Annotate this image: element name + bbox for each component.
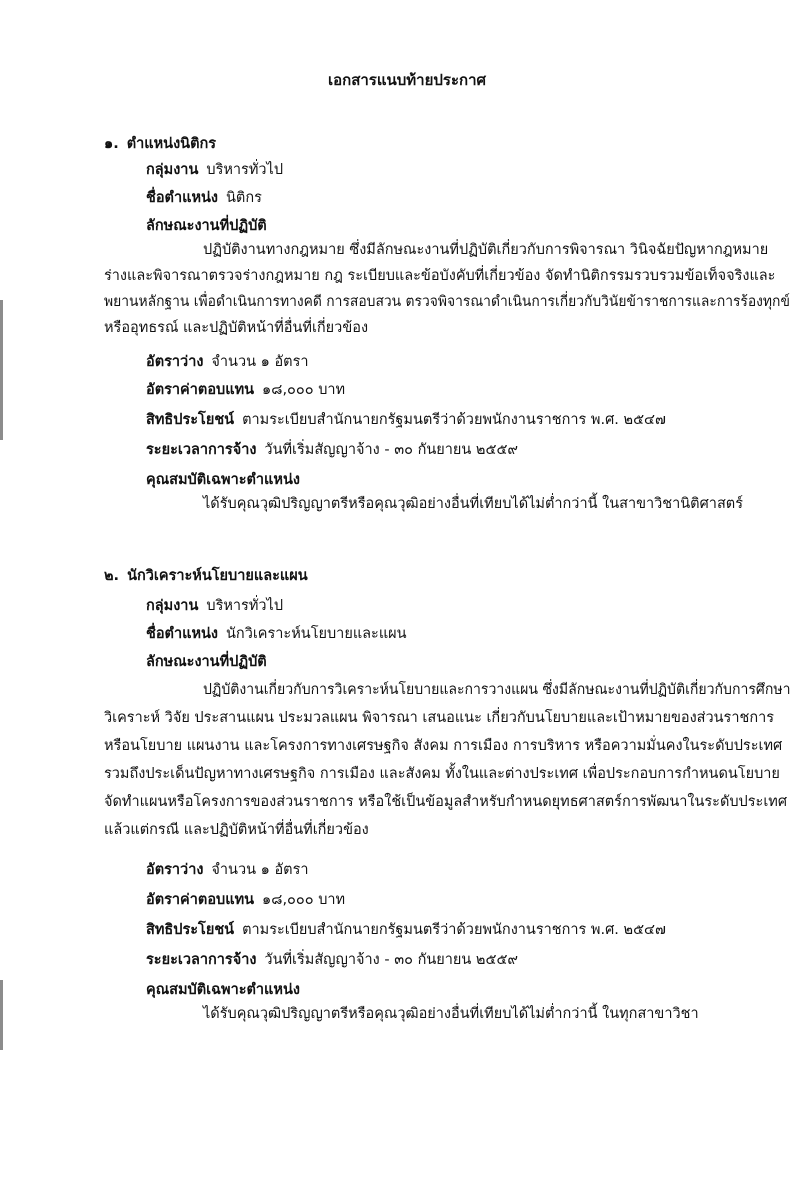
scan-edge-mark: [0, 300, 3, 440]
field-label: ชื่อตำแหน่ง: [146, 190, 219, 206]
field-group: [146, 596, 283, 616]
field-value: ตามระเบียบสำนักนายกรัฐมนตรีว่าด้วยพนักงานราชการ พ.ศ. ๒๕๔๗: [242, 412, 666, 428]
duties-line: ปฏิบัติงานเกี่ยวกับการวิเคราะห์นโยบายและการวางแผน ซึ่งมีลักษณะงานที่ปฏิบัติเกี่ยวกับการศึกษา: [203, 682, 791, 698]
field-value: นักวิเคราะห์นโยบายและแผน: [226, 626, 407, 642]
scan-edge-mark: [0, 980, 3, 1050]
field-label: กลุ่มงาน: [146, 162, 199, 178]
duties-line: ร่างและพิจารณาตรวจร่างกฎหมาย กฎ ระเบียบและข้อบังคับที่เกี่ยวข้อง จัดทำนิติกรรมรวบรวมข้อเท็จจริงและ: [104, 268, 776, 284]
field-label: สิทธิประโยชน์: [146, 922, 235, 938]
field-value: จำนวน ๑ อัตรา: [211, 862, 309, 878]
section-title: ตำแหน่งนิติกร: [126, 136, 217, 152]
field-period: [146, 440, 518, 460]
section-title: นักวิเคราะห์นโยบายและแผน: [127, 568, 308, 584]
duties-line: รวมถึงประเด็นปัญหาทางเศรษฐกิจ การเมือง และสังคม ทั้งในและต่างประเทศ เพื่อประกอบการกำหนดนโยบาย: [104, 766, 780, 782]
section-number: ๑.: [104, 136, 119, 152]
field-value: ตามระเบียบสำนักนายกรัฐมนตรีว่าด้วยพนักงานราชการ พ.ศ. ๒๕๔๗: [242, 922, 666, 938]
field-group: [146, 160, 283, 180]
field-position: [146, 188, 262, 208]
field-value: นิติกร: [226, 190, 262, 206]
field-label: กลุ่มงาน: [146, 598, 199, 614]
field-label: ระยะเวลาการจ้าง: [146, 442, 257, 458]
field-label: อัตราว่าง: [146, 862, 204, 878]
section-number: ๒.: [104, 568, 120, 584]
field-value: วันที่เริ่มสัญญาจ้าง - ๓๐ กันยายน ๒๕๕๙: [264, 952, 519, 968]
duties-line: วิเคราะห์ วิจัย ประสานแผน ประมวลแผน พิจารณา เสนอแนะ เกี่ยวกับนโยบายและเป้าหมายของส่วนราชการ: [104, 710, 775, 726]
duties-line: หรือนโยบาย แผนงาน และโครงการทางเศรษฐกิจ สังคม การเมือง การบริหาร หรือความมั่นคงในระดับประเทศ: [104, 738, 783, 754]
field-value: บริหารทั่วไป: [206, 598, 284, 614]
field-label: ชื่อตำแหน่ง: [146, 626, 219, 642]
duties-line: พยานหลักฐาน เพื่อดำเนินการทางคดี การสอบสวน ตรวจพิจารณาดำเนินการเกี่ยวกับวินัยข้าราชการและการร้องทุกข์: [104, 294, 790, 310]
duties-line: หรืออุทธรณ์ และปฏิบัติหน้าที่อื่นที่เกี่ยวข้อง: [104, 320, 369, 336]
field-label: ระยะเวลาการจ้าง: [146, 952, 257, 968]
field-duties-label: ลักษณะงานที่ปฏิบัติ: [146, 654, 267, 670]
field-salary: [146, 890, 345, 910]
field-qual-value: ได้รับคุณวุฒิปริญญาตรีหรือคุณวุฒิอย่างอื่นที่เทียบได้ไม่ต่ำกว่านี้ ในสาขาวิชานิติศาสตร์: [203, 496, 744, 512]
field-label: อัตราค่าตอบแทน: [146, 382, 255, 398]
field-value: บริหารทั่วไป: [206, 162, 284, 178]
field-duties-label: ลักษณะงานที่ปฏิบัติ: [146, 218, 267, 234]
field-qual-value: ได้รับคุณวุฒิปริญญาตรีหรือคุณวุฒิอย่างอื่นที่เทียบได้ไม่ต่ำกว่านี้ ในทุกสาขาวิชา: [203, 1006, 699, 1022]
field-value: ๑๘,๐๐๐ บาท: [262, 382, 346, 398]
field-benefits: [146, 410, 666, 430]
duties-line: ปฏิบัติงานทางกฎหมาย ซึ่งมีลักษณะงานที่ปฏิบัติเกี่ยวกับการพิจารณา วินิจฉัยปัญหากฎหมาย: [203, 242, 769, 258]
field-salary: [146, 380, 345, 400]
field-label: อัตราว่าง: [146, 354, 204, 370]
field-value: จำนวน ๑ อัตรา: [211, 354, 309, 370]
field-period: [146, 950, 518, 970]
section-heading: [104, 566, 308, 586]
field-vacancy: [146, 860, 309, 880]
field-qual-label: คุณสมบัติเฉพาะตำแหน่ง: [146, 472, 300, 488]
field-qual-label: คุณสมบัติเฉพาะตำแหน่ง: [146, 982, 300, 998]
field-benefits: [146, 920, 666, 940]
section-heading: [104, 134, 216, 154]
field-position: [146, 624, 407, 644]
duties-line: จัดทำแผนหรือโครงการของส่วนราชการ หรือใช้เป็นข้อมูลสำหรับกำหนดยุทธศาสตร์การพัฒนาในระดับประเทศ: [104, 794, 788, 810]
field-vacancy: [146, 352, 309, 372]
document-title: เอกสารแนบท้ายประกาศ: [328, 71, 487, 89]
field-label: สิทธิประโยชน์: [146, 412, 235, 428]
field-label: อัตราค่าตอบแทน: [146, 892, 255, 908]
duties-line: แล้วแต่กรณี และปฏิบัติหน้าที่อื่นที่เกี่ยวข้อง: [104, 822, 369, 838]
field-value: ๑๘,๐๐๐ บาท: [262, 892, 346, 908]
field-value: วันที่เริ่มสัญญาจ้าง - ๓๐ กันยายน ๒๕๕๙: [264, 442, 519, 458]
